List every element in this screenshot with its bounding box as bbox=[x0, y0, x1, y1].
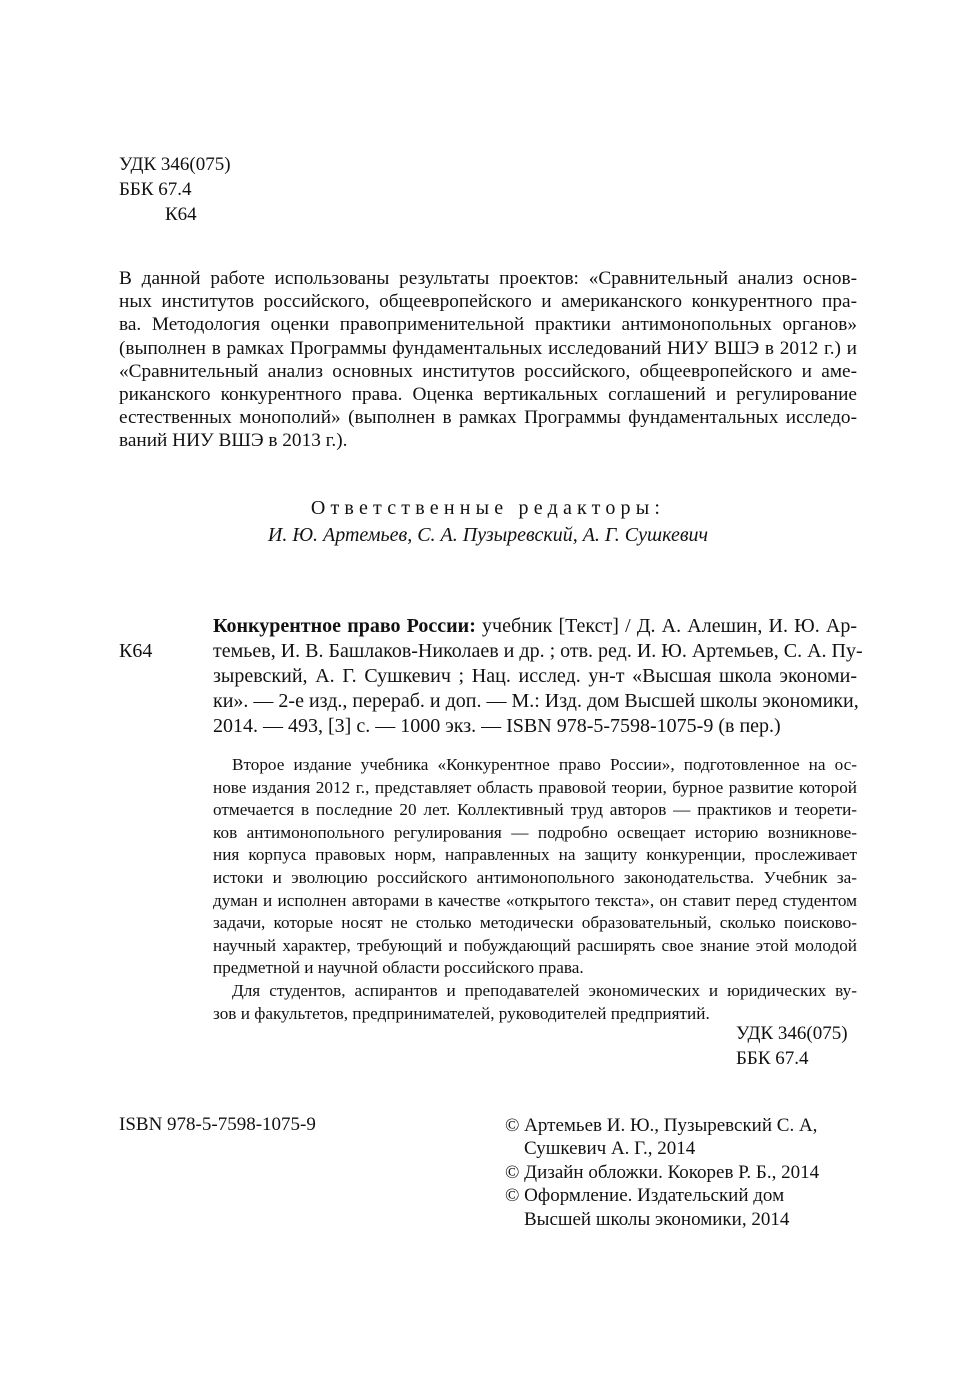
bib-line-rest: учебник [Текст] / Д. А. Алешин, И. Ю. Ар- bbox=[475, 615, 857, 637]
bbk-code: ББК 67.4 bbox=[119, 179, 192, 200]
copyright-layout: © Оформление. Издательский дом bbox=[505, 1185, 785, 1207]
audience-line: Для студентов, аспирантов и преподавателей экономических и юридических ву- bbox=[232, 980, 857, 1000]
anno-line: предметной и научной области российского права. bbox=[213, 958, 584, 978]
text-line: ных институтов российского, общеевропейского и американского конкурентного пра- bbox=[119, 291, 857, 313]
anno-line: ков антимонопольного регулирования — подробно освещает историю возникнове- bbox=[213, 822, 857, 842]
bib-line: 2014. — 493, [3] с. — 1000 экз. — ISBN 978-5-7598-1075-9 (в пер.) bbox=[213, 715, 781, 737]
isbn: ISBN 978-5-7598-1075-9 bbox=[119, 1114, 316, 1135]
bib-line: темьев, И. В. Башлаков-Николаев и др. ; отв. ред. И. Ю. Артемьев, С. А. Пу- bbox=[213, 640, 863, 662]
udk-code: УДК 346(075) bbox=[119, 154, 231, 175]
book-title: Конкурентное право России: bbox=[213, 615, 476, 637]
bib-line bbox=[213, 614, 857, 639]
editors-heading: Ответственные редакторы: bbox=[310, 497, 666, 519]
copyright-authors: © Артемьев И. Ю., Пузыревский С. А, bbox=[505, 1115, 818, 1136]
text-line: риканского конкурентного права. Оценка вертикальных соглашений и регулирование bbox=[119, 384, 857, 406]
text-line: ваний НИУ ВШЭ в 2013 г.). bbox=[119, 430, 348, 452]
bib-line: ки». — 2-е изд., перераб. и доп. — М.: Изд. дом Высшей школы экономики, bbox=[213, 690, 859, 712]
annotation bbox=[213, 754, 857, 1025]
classification-codes bbox=[119, 152, 231, 227]
copyright-layout-cont: Высшей школы экономики, 2014 bbox=[524, 1208, 790, 1230]
copyright-authors-cont: Сушкевич А. Г., 2014 bbox=[524, 1138, 696, 1160]
anno-line: ния корпуса правовых норм, направленных на защиту конкуренции, прослеживает bbox=[213, 845, 857, 865]
anno-line: думан и исполнен авторами в качестве «открытого текста», он ставит перед студентом bbox=[213, 890, 857, 910]
copyright-cover: © Дизайн обложки. Кокорев Р. Б., 2014 bbox=[505, 1161, 820, 1183]
copyright-block bbox=[505, 1114, 819, 1231]
anno-line: Второе издание учебника «Конкурентное право России», подготовленное на ос- bbox=[232, 755, 857, 774]
author-mark: К64 bbox=[165, 204, 197, 225]
text-line: естественных монополий» (выполнен в рамках Программы фундаментальных исследо- bbox=[119, 407, 857, 429]
anno-line: задачи, которые носят не столько методически образовательный, сколько поисково- bbox=[213, 913, 857, 933]
projects-note bbox=[119, 267, 857, 453]
anno-line: научный характер, требующий и побуждающий расширять свое знание этой молодой bbox=[213, 935, 857, 955]
anno-line: отмечается в последние 20 лет. Коллективный труд авторов — практиков и теорети- bbox=[213, 800, 857, 820]
text-line: В данной работе использованы результаты проектов: «Сравнительный анализ основ- bbox=[119, 268, 857, 289]
bibliographic-side-mark: К64 bbox=[119, 640, 153, 662]
editors-names: И. Ю. Артемьев, С. А. Пузыревский, А. Г. Сушкевич bbox=[267, 524, 709, 546]
text-line: ва. Методология оценки правоприменительной практики антимонопольных органов» bbox=[119, 314, 857, 336]
text-line: (выполнен в рамках Программы фундаментальных исследований НИУ ВШЭ в 2012 г.) и bbox=[119, 337, 857, 359]
bibliographic-record bbox=[213, 614, 863, 739]
udk-code: УДК 346(075) bbox=[736, 1023, 848, 1044]
anno-line: истоки и эволюцию российского антимонопольного законодательства. Учебник за- bbox=[213, 867, 857, 887]
footer-classification-codes bbox=[736, 1021, 848, 1071]
responsible-editors bbox=[119, 495, 857, 549]
bbk-code: ББК 67.4 bbox=[736, 1048, 809, 1069]
anno-line: нове издания 2012 г., представляет область правовой теории, бурное развитие которой bbox=[213, 777, 857, 797]
audience-line: зов и факультетов, предпринимателей, руководителей предприятий. bbox=[213, 1003, 710, 1023]
bib-line: зыревский, А. Г. Сушкевич ; Нац. исслед. ун-т «Высшая школа экономи- bbox=[213, 665, 857, 687]
text-line: «Сравнительный анализ основных институтов российского, общеевропейского и аме- bbox=[119, 360, 857, 382]
